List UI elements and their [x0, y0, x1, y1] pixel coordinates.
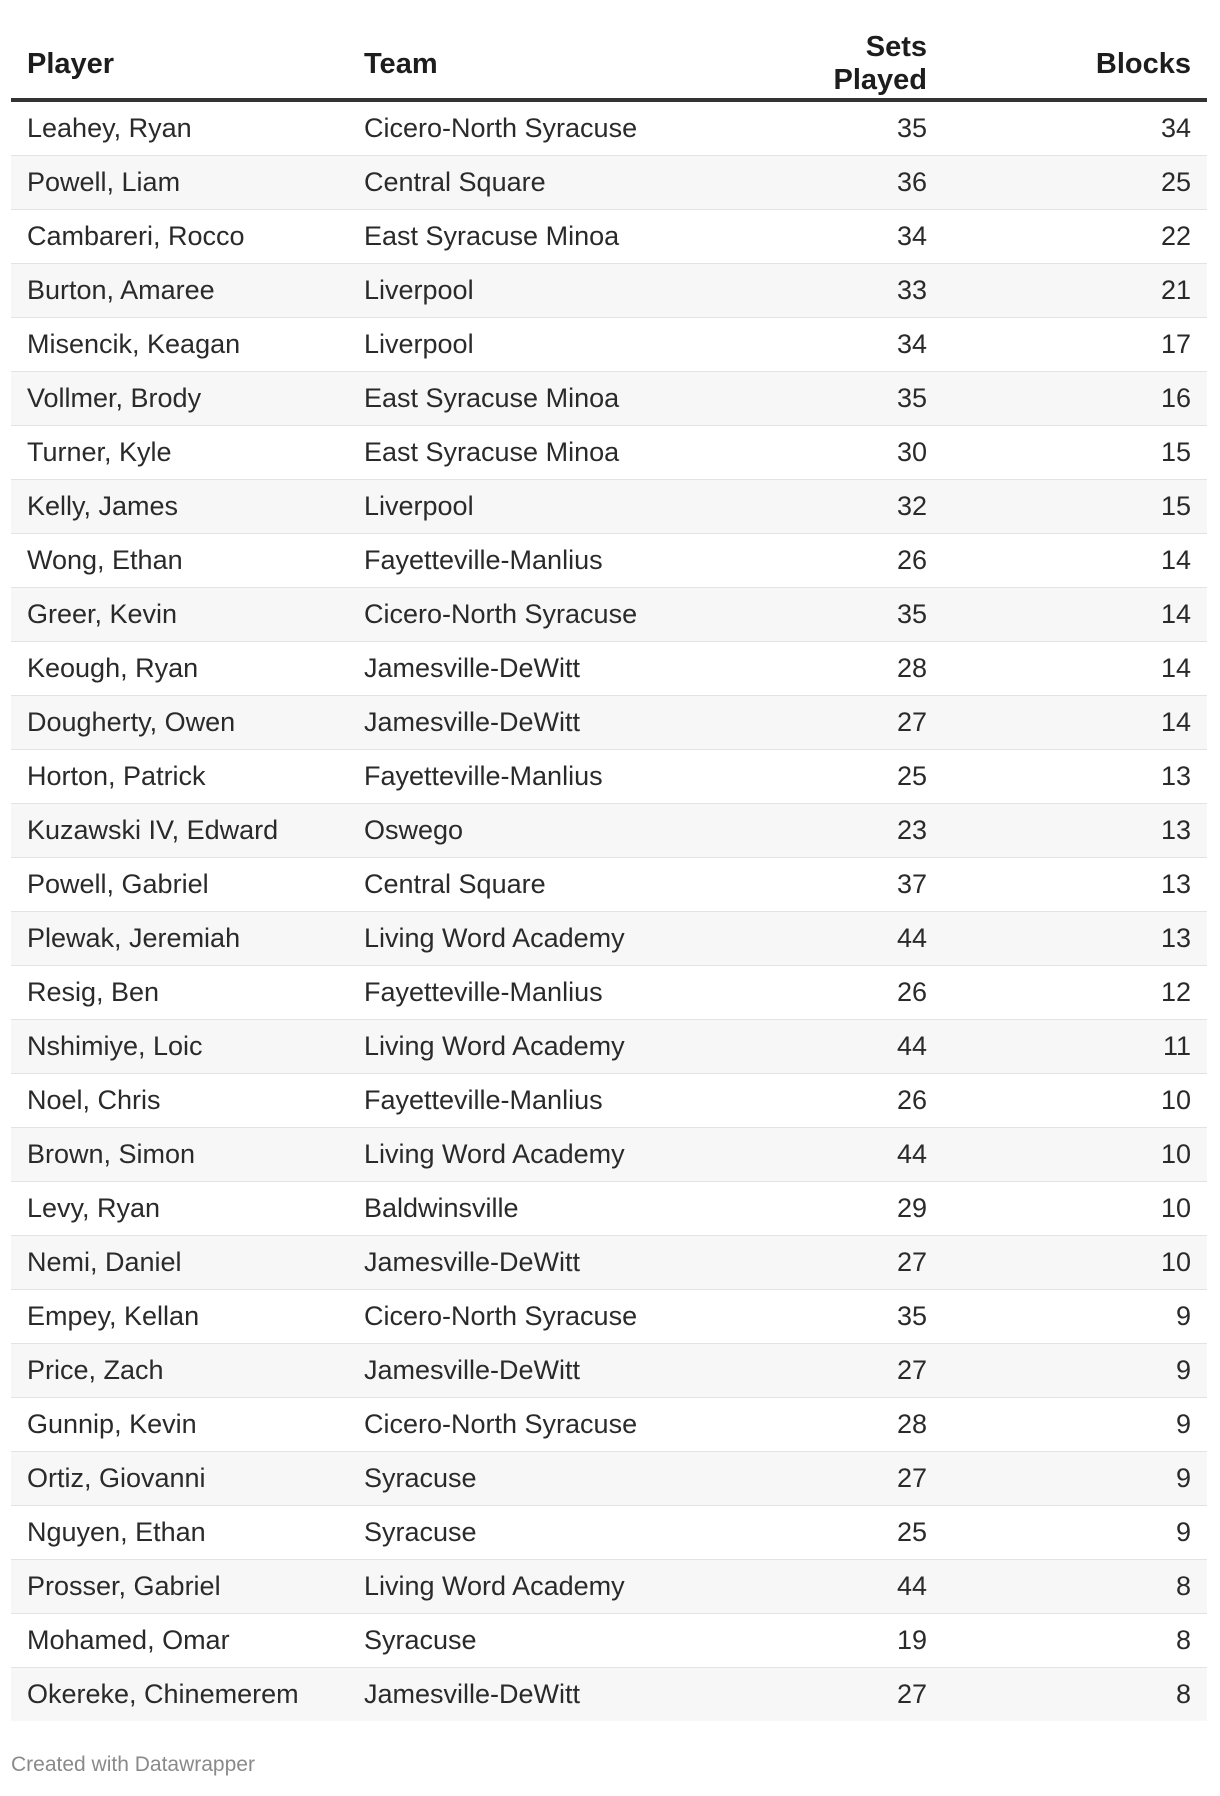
player-cell: Empey, Kellan	[11, 1290, 348, 1344]
table-row	[11, 1020, 1207, 1074]
sets-played-cell: 44	[773, 1020, 943, 1074]
blocks-cell: 25	[943, 156, 1207, 210]
sets-played-cell: 34	[773, 318, 943, 372]
sets-played-cell: 27	[773, 1452, 943, 1506]
team-cell: Fayetteville-Manlius	[348, 534, 773, 588]
team-cell: Syracuse	[348, 1452, 773, 1506]
team-cell: Jamesville-DeWitt	[348, 696, 773, 750]
blocks-cell: 22	[943, 210, 1207, 264]
sets-played-cell: 19	[773, 1614, 943, 1668]
player-cell: Wong, Ethan	[11, 534, 348, 588]
sets-played-cell: 34	[773, 210, 943, 264]
column-header-player[interactable]: Player	[11, 30, 348, 100]
player-cell: Kuzawski IV, Edward	[11, 804, 348, 858]
sets-played-cell: 35	[773, 100, 943, 156]
player-cell: Nemi, Daniel	[11, 1236, 348, 1290]
player-cell: Burton, Amaree	[11, 264, 348, 318]
team-cell: Liverpool	[348, 480, 773, 534]
team-cell: East Syracuse Minoa	[348, 210, 773, 264]
sets-played-cell: 26	[773, 1074, 943, 1128]
sets-played-cell: 33	[773, 264, 943, 318]
team-cell: Syracuse	[348, 1614, 773, 1668]
player-cell: Okereke, Chinemerem	[11, 1668, 348, 1722]
table-row	[11, 100, 1207, 156]
player-cell: Leahey, Ryan	[11, 100, 348, 156]
player-cell: Greer, Kevin	[11, 588, 348, 642]
table-row	[11, 318, 1207, 372]
team-cell: Living Word Academy	[348, 1128, 773, 1182]
player-cell: Prosser, Gabriel	[11, 1560, 348, 1614]
player-cell: Turner, Kyle	[11, 426, 348, 480]
table-row	[11, 480, 1207, 534]
team-cell: Living Word Academy	[348, 912, 773, 966]
player-cell: Cambareri, Rocco	[11, 210, 348, 264]
player-cell: Nshimiye, Loic	[11, 1020, 348, 1074]
table-row	[11, 1290, 1207, 1344]
player-cell: Gunnip, Kevin	[11, 1398, 348, 1452]
team-cell: Fayetteville-Manlius	[348, 966, 773, 1020]
sets-played-cell: 29	[773, 1182, 943, 1236]
sets-played-cell: 27	[773, 1236, 943, 1290]
team-cell: East Syracuse Minoa	[348, 372, 773, 426]
player-cell: Nguyen, Ethan	[11, 1506, 348, 1560]
sets-played-cell: 27	[773, 696, 943, 750]
player-cell: Powell, Liam	[11, 156, 348, 210]
blocks-cell: 10	[943, 1182, 1207, 1236]
player-cell: Horton, Patrick	[11, 750, 348, 804]
blocks-cell: 9	[943, 1506, 1207, 1560]
blocks-cell: 13	[943, 912, 1207, 966]
sets-played-cell: 37	[773, 858, 943, 912]
table-row	[11, 642, 1207, 696]
table-row	[11, 1614, 1207, 1668]
sets-played-cell: 44	[773, 1560, 943, 1614]
blocks-cell: 10	[943, 1128, 1207, 1182]
player-cell: Powell, Gabriel	[11, 858, 348, 912]
table-row	[11, 696, 1207, 750]
sets-played-cell: 35	[773, 588, 943, 642]
blocks-cell: 8	[943, 1668, 1207, 1722]
player-cell: Plewak, Jeremiah	[11, 912, 348, 966]
team-cell: Cicero-North Syracuse	[348, 1398, 773, 1452]
team-cell: Jamesville-DeWitt	[348, 1344, 773, 1398]
column-header-blocks[interactable]: Blocks	[943, 30, 1207, 100]
table-row	[11, 372, 1207, 426]
table-row	[11, 1560, 1207, 1614]
table-row	[11, 1668, 1207, 1722]
column-header-sets-played[interactable]: Sets Played	[773, 30, 943, 100]
team-cell: Jamesville-DeWitt	[348, 642, 773, 696]
sets-played-cell: 25	[773, 1506, 943, 1560]
table-row	[11, 156, 1207, 210]
team-cell: Jamesville-DeWitt	[348, 1668, 773, 1722]
datawrapper-credit: Created with Datawrapper	[11, 1753, 255, 1776]
header-row	[11, 30, 1207, 100]
sets-played-cell: 35	[773, 1290, 943, 1344]
sets-played-cell: 44	[773, 1128, 943, 1182]
table-row	[11, 1506, 1207, 1560]
team-cell: Fayetteville-Manlius	[348, 1074, 773, 1128]
table-row	[11, 1398, 1207, 1452]
team-cell: Central Square	[348, 156, 773, 210]
team-cell: Cicero-North Syracuse	[348, 588, 773, 642]
team-cell: Fayetteville-Manlius	[348, 750, 773, 804]
team-cell: Cicero-North Syracuse	[348, 100, 773, 156]
table-row	[11, 1128, 1207, 1182]
sets-played-cell: 35	[773, 372, 943, 426]
player-cell: Brown, Simon	[11, 1128, 348, 1182]
blocks-cell: 10	[943, 1236, 1207, 1290]
blocks-cell: 8	[943, 1560, 1207, 1614]
sets-played-cell: 32	[773, 480, 943, 534]
sets-played-cell: 23	[773, 804, 943, 858]
blocks-cell: 15	[943, 480, 1207, 534]
sets-played-cell: 27	[773, 1668, 943, 1722]
team-cell: Cicero-North Syracuse	[348, 1290, 773, 1344]
table-row	[11, 210, 1207, 264]
player-cell: Price, Zach	[11, 1344, 348, 1398]
player-cell: Keough, Ryan	[11, 642, 348, 696]
blocks-cell: 15	[943, 426, 1207, 480]
blocks-cell: 14	[943, 534, 1207, 588]
column-header-team[interactable]: Team	[348, 30, 773, 100]
blocks-cell: 14	[943, 588, 1207, 642]
team-cell: East Syracuse Minoa	[348, 426, 773, 480]
player-cell: Mohamed, Omar	[11, 1614, 348, 1668]
player-cell: Noel, Chris	[11, 1074, 348, 1128]
blocks-cell: 9	[943, 1290, 1207, 1344]
player-cell: Levy, Ryan	[11, 1182, 348, 1236]
sets-played-cell: 25	[773, 750, 943, 804]
player-cell: Kelly, James	[11, 480, 348, 534]
sets-played-cell: 30	[773, 426, 943, 480]
blocks-cell: 13	[943, 750, 1207, 804]
team-cell: Baldwinsville	[348, 1182, 773, 1236]
sets-played-cell: 44	[773, 912, 943, 966]
sets-played-cell: 26	[773, 966, 943, 1020]
team-cell: Liverpool	[348, 318, 773, 372]
table-body	[11, 100, 1207, 1721]
team-cell: Central Square	[348, 858, 773, 912]
blocks-cell: 14	[943, 642, 1207, 696]
player-cell: Resig, Ben	[11, 966, 348, 1020]
player-cell: Dougherty, Owen	[11, 696, 348, 750]
sets-played-cell: 36	[773, 156, 943, 210]
blocks-cell: 9	[943, 1344, 1207, 1398]
table-row	[11, 858, 1207, 912]
table-row	[11, 750, 1207, 804]
blocks-cell: 12	[943, 966, 1207, 1020]
table-row	[11, 1074, 1207, 1128]
table-row	[11, 264, 1207, 318]
sets-played-cell: 27	[773, 1344, 943, 1398]
blocks-cell: 14	[943, 696, 1207, 750]
team-cell: Liverpool	[348, 264, 773, 318]
player-cell: Ortiz, Giovanni	[11, 1452, 348, 1506]
blocks-cell: 13	[943, 858, 1207, 912]
sets-played-cell: 26	[773, 534, 943, 588]
blocks-cell: 9	[943, 1398, 1207, 1452]
table-row	[11, 966, 1207, 1020]
table-row	[11, 1344, 1207, 1398]
team-cell: Living Word Academy	[348, 1560, 773, 1614]
table-header	[11, 30, 1207, 100]
blocks-cell: 16	[943, 372, 1207, 426]
player-cell: Misencik, Keagan	[11, 318, 348, 372]
table-row	[11, 1236, 1207, 1290]
blocks-cell: 17	[943, 318, 1207, 372]
table-row	[11, 1182, 1207, 1236]
team-cell: Oswego	[348, 804, 773, 858]
table-row	[11, 1452, 1207, 1506]
blocks-cell: 21	[943, 264, 1207, 318]
blocks-table	[11, 30, 1207, 1721]
blocks-cell: 13	[943, 804, 1207, 858]
stats-table-container	[11, 30, 1207, 1721]
player-cell: Vollmer, Brody	[11, 372, 348, 426]
team-cell: Living Word Academy	[348, 1020, 773, 1074]
table-row	[11, 804, 1207, 858]
team-cell: Jamesville-DeWitt	[348, 1236, 773, 1290]
sets-played-cell: 28	[773, 642, 943, 696]
blocks-cell: 34	[943, 100, 1207, 156]
table-row	[11, 534, 1207, 588]
blocks-cell: 9	[943, 1452, 1207, 1506]
blocks-cell: 11	[943, 1020, 1207, 1074]
blocks-cell: 10	[943, 1074, 1207, 1128]
sets-played-cell: 28	[773, 1398, 943, 1452]
table-row	[11, 588, 1207, 642]
table-row	[11, 912, 1207, 966]
table-row	[11, 426, 1207, 480]
blocks-cell: 8	[943, 1614, 1207, 1668]
team-cell: Syracuse	[348, 1506, 773, 1560]
